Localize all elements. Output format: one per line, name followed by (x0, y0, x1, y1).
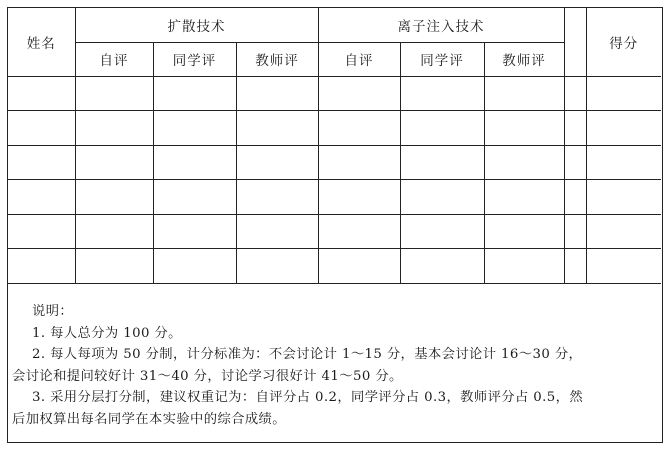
score-header: 得分 (586, 8, 661, 76)
score-cell[interactable] (400, 76, 484, 111)
table-row (8, 145, 661, 180)
score-cell[interactable] (153, 180, 236, 215)
total-cell[interactable] (586, 76, 661, 111)
score-cell[interactable] (75, 180, 153, 215)
note-item-1: 1. 每人总分为 100 分。 (32, 325, 182, 341)
score-cell[interactable] (400, 249, 484, 284)
spacer-column (564, 8, 586, 76)
evaluation-table (8, 8, 661, 284)
score-cell[interactable] (75, 76, 153, 111)
total-cell[interactable] (586, 180, 661, 215)
table-row (8, 249, 661, 284)
group-header-diffusion: 扩散技术 (75, 8, 318, 42)
spacer-cell (564, 249, 586, 284)
name-cell[interactable] (8, 214, 75, 249)
sub-header-self: 自评 (75, 42, 153, 76)
sub-header-teacher: 教师评 (236, 42, 318, 76)
score-cell[interactable] (400, 145, 484, 180)
name-cell[interactable] (8, 145, 75, 180)
score-cell[interactable] (75, 111, 153, 146)
table-row (8, 111, 661, 146)
header-row-1 (8, 8, 661, 42)
total-cell[interactable] (586, 249, 661, 284)
score-cell[interactable] (153, 145, 236, 180)
score-cell[interactable] (236, 214, 318, 249)
name-cell[interactable] (8, 111, 75, 146)
score-cell[interactable] (236, 145, 318, 180)
sub-header-peer: 同学评 (400, 42, 484, 76)
notes-section (8, 287, 661, 430)
total-cell[interactable] (586, 214, 661, 249)
table-row (8, 180, 661, 215)
note-item-2-line-1: 2. 每人每项为 50 分制，计分标准为：不会讨论计 1～15 分，基本会讨论计 16～30 分， (32, 347, 583, 362)
table-row (8, 76, 661, 111)
spacer-cell (564, 145, 586, 180)
score-cell[interactable] (400, 180, 484, 215)
note-item-3-line-1: 3. 采用分层打分制，建议权重记为：自评分占 0.2，同学评分占 0.3，教师评分占 0.5，然 (32, 390, 584, 405)
evaluation-form (7, 7, 663, 443)
group-header-ion-implant: 离子注入技术 (318, 8, 564, 42)
score-cell[interactable] (153, 214, 236, 249)
score-cell[interactable] (153, 111, 236, 146)
score-cell[interactable] (318, 180, 400, 215)
name-cell[interactable] (8, 76, 75, 111)
spacer-cell (564, 76, 586, 111)
note-item-2-line-2: 会讨论和提问较好计 31～40 分，讨论学习很好计 41～50 分。 (12, 368, 403, 384)
score-cell[interactable] (484, 214, 564, 249)
score-cell[interactable] (75, 214, 153, 249)
score-cell[interactable] (484, 249, 564, 284)
score-cell[interactable] (318, 76, 400, 111)
total-cell[interactable] (586, 111, 661, 146)
spacer-cell (564, 214, 586, 249)
score-cell[interactable] (75, 145, 153, 180)
score-cell[interactable] (484, 180, 564, 215)
sub-header-self: 自评 (318, 42, 400, 76)
score-cell[interactable] (400, 214, 484, 249)
score-cell[interactable] (236, 111, 318, 146)
score-cell[interactable] (318, 214, 400, 249)
score-cell[interactable] (484, 76, 564, 111)
note-item-3-line-2: 后加权算出每名同学在本实验中的综合成绩。 (12, 411, 286, 427)
name-cell[interactable] (8, 180, 75, 215)
score-cell[interactable] (318, 249, 400, 284)
total-cell[interactable] (586, 145, 661, 180)
sub-header-peer: 同学评 (153, 42, 236, 76)
spacer-cell (564, 180, 586, 215)
score-cell[interactable] (236, 180, 318, 215)
score-cell[interactable] (153, 249, 236, 284)
table-row (8, 214, 661, 249)
score-cell[interactable] (318, 145, 400, 180)
score-cell[interactable] (318, 111, 400, 146)
score-cell[interactable] (236, 249, 318, 284)
score-cell[interactable] (400, 111, 484, 146)
name-cell[interactable] (8, 249, 75, 284)
score-cell[interactable] (484, 111, 564, 146)
notes-title: 说明： (32, 304, 74, 319)
score-cell[interactable] (236, 76, 318, 111)
score-cell[interactable] (484, 145, 564, 180)
score-cell[interactable] (153, 76, 236, 111)
sub-header-teacher: 教师评 (484, 42, 564, 76)
score-cell[interactable] (75, 249, 153, 284)
header-row-2 (8, 42, 661, 76)
name-header: 姓名 (8, 8, 75, 76)
spacer-cell (564, 111, 586, 146)
